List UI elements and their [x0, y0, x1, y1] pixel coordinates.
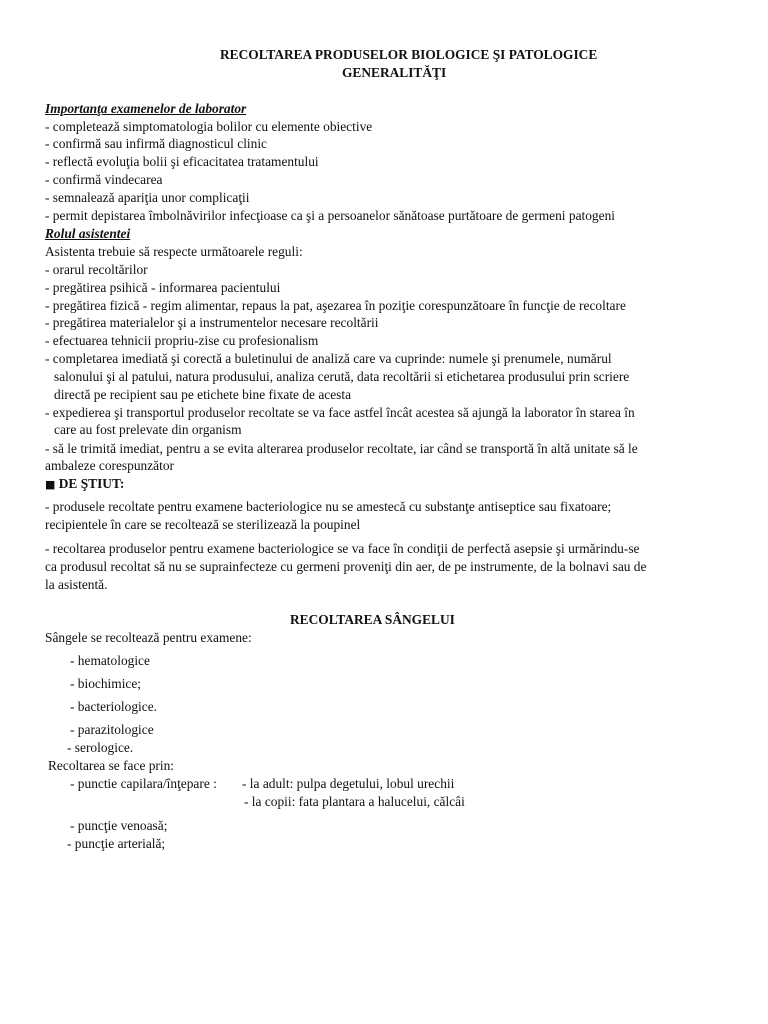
list-item: - puncţie venoasă;	[70, 818, 168, 833]
list-item: - confirmă sau infirmă diagnosticul clinic	[45, 136, 267, 151]
list-item: - parazitologice	[70, 722, 154, 737]
list-item: - completează simptomatologia bolilor cu elemente obiective	[45, 119, 373, 134]
list-item: - serologice.	[67, 740, 134, 755]
list-item: - efectuarea tehnicii propriu-zise cu profesionalism	[45, 333, 319, 348]
list-item: - pregătirea fizică - regim alimentar, repaus la pat, aşezarea în poziţie corespunzătoare în funcţie de recoltare	[45, 298, 626, 313]
list-item: - confirmă vindecarea	[45, 172, 163, 187]
list-item: - punctie capilara/înţepare :	[70, 776, 217, 791]
sub-list-item: - la adult: pulpa degetului, lobul urechii	[242, 776, 455, 791]
paragraph-intro: Sângele se recoltează pentru examene:	[45, 630, 252, 645]
paragraph-line: la asistentă.	[45, 577, 108, 592]
list-item: - permit depistarea îmbolnăvirilor infecţioase ca şi a persoanelor sănătoase purtătoare de germeni patogeni	[45, 208, 615, 223]
section-heading-de-stiut	[45, 475, 124, 494]
sub-list-item: - la copii: fata plantara a halucelui, călcâi	[244, 794, 465, 809]
list-item: - să le trimită imediat, pentru a se evita alterarea produselor recoltate, iar când se transportă în altă unitate să le	[45, 441, 638, 456]
square-bullet-icon: ■	[45, 478, 56, 491]
list-item: - pregătirea materialelor şi a instrumentelor necesare recoltării	[45, 315, 379, 330]
paragraph-line: recipientele în care se recoltează se sterilizează la poupinel	[45, 517, 361, 532]
list-item: - biochimice;	[70, 676, 142, 691]
paragraph-line: - recoltarea produselor pentru examene bacteriologice se va face în condiţii de perfectă asepsie şi urmărindu-se	[45, 541, 640, 556]
list-item: - bacteriologice.	[70, 699, 157, 714]
list-item: - expedierea şi transportul produselor recoltate se va face astfel încât acestea să ajungă la laborator în starea în	[45, 405, 635, 420]
list-item-continuation: salonului şi al patului, natura produsului, analiza cerută, data recoltării si etichetarea produsului prin scriere	[54, 369, 630, 384]
page-title: RECOLTAREA PRODUSELOR BIOLOGICE ŞI PATOLOGICE	[220, 47, 598, 62]
page-subtitle: GENERALITĂŢI	[342, 65, 447, 80]
list-item: - hematologice	[70, 653, 150, 668]
list-item-continuation: care au fost prelevate din organism	[54, 422, 242, 437]
list-item-continuation: ambaleze corespunzător	[45, 458, 174, 473]
paragraph-line: ca produsul recoltat să nu se suprainfecteze cu germeni proveniţi din aer, de pe instrumente, de la bolnavi sau de	[45, 559, 647, 574]
list-item-continuation: directă pe recipient sau pe etichete bine fixate de acesta	[54, 387, 352, 402]
list-item: - puncţie arterială;	[67, 836, 166, 851]
list-item: - semnalează apariţia unor complicaţii	[45, 190, 250, 205]
section-heading-sange: RECOLTAREA SÂNGELUI	[290, 612, 455, 627]
paragraph-intro: Recoltarea se face prin:	[48, 758, 175, 773]
paragraph-line: - produsele recoltate pentru examene bacteriologice nu se amestecă cu substanţe antiseptice sau fixatoare;	[45, 499, 612, 514]
list-item: - reflectă evoluţia bolii şi eficacitatea tratamentului	[45, 154, 319, 169]
paragraph-intro: Asistenta trebuie să respecte următoarele reguli:	[45, 244, 303, 259]
list-item: - completarea imediată şi corectă a buletinului de analiză care va cuprinde: numele şi prenumele, numărul	[45, 351, 612, 366]
de-stiut-label: DE ŞTIUT:	[58, 476, 125, 491]
list-item: - orarul recoltărilor	[45, 262, 148, 277]
list-item: - pregătirea psihică - informarea pacientului	[45, 280, 281, 295]
section-heading-rol: Rolul asistentei	[45, 226, 131, 241]
section-heading-importanta: Importanţa examenelor de laborator	[45, 101, 247, 116]
